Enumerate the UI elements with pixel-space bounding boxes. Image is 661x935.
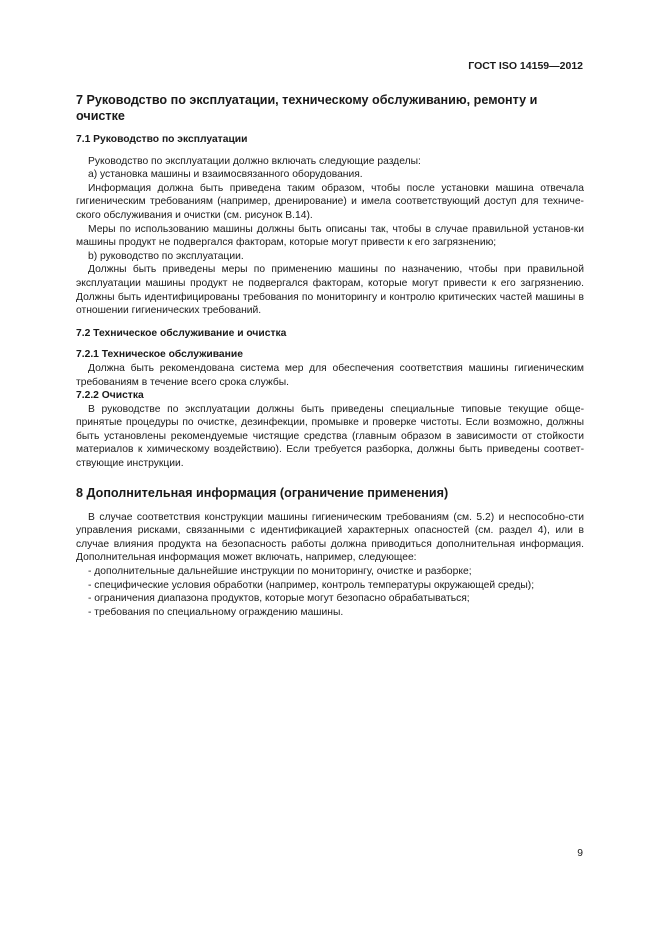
section-7-2-1-title: 7.2.1 Техническое обслуживание [76,349,243,361]
section-7-1-title: 7.1 Руководство по эксплуатации [76,134,248,145]
list-item: - дополнительные дальнейшие инструкции по мониторингу, очистке и разборке; [88,566,472,578]
paragraph: В руководстве по эксплуатации должны быть приведены специальные типовые текущие обще-принятые процедуры по очистке, дезинфекции, промывке и проверке чистоты. Если возможно, должны быть установлены рекомендуемые чистящие средства (главным образом в зависимости от стойкости материалов к химическому воздействию). Если требуется разборка, должны быть приведены соответ-ствующие инструкции. [76,403,584,470]
paragraph: Руководство по эксплуатации должно включать следующие разделы: [88,155,421,167]
document-body [76,92,584,619]
list-item: - требования по специальному ограждению машины. [88,606,344,618]
paragraph: Информация должна быть приведена таким образом, чтобы после установки машина отвечала гигиеническим требованиям (например, дренирование) и имела соответствующий доступ для техниче-ского обслуживания и очистки (см. рисунок В.14). [76,182,584,221]
list-item-a: a) установка машины и взаимосвязанного оборудования. [88,169,363,181]
section-7-2-title: 7.2 Техническое обслуживание и очистка [76,327,287,339]
paragraph: Должны быть приведены меры по применению машины по назначению, чтобы при правильной эксплуатации машины продукт не подвергался факторам, которые могут привести к его загрязнению. Должны быть идентифицированы требования по мониторингу и контролю критических частей машины в отношении гигиенических требований. [76,264,584,317]
list-item-b: b) руководство по эксплуатации. [88,250,244,262]
section-7-2-2-title: 7.2.2 Очистка [76,390,144,402]
section-7-title: 7 Руководство по эксплуатации, техническому обслуживанию, ремонту и очистке [76,93,538,123]
document-id-header: ГОСТ ISO 14159—2012 [468,60,583,72]
requirements-list [76,565,584,619]
list-item: - ограничения диапазона продуктов, которые могут безопасно обрабатываться; [88,593,470,605]
page-number: 9 [577,848,583,859]
section-8-title: 8 Дополнительная информация (ограничение применения) [76,485,449,500]
list-item: - специфические условия обработки (например, контроль температуры окружающей среды); [88,579,535,591]
paragraph: Меры по использованию машины должны быть описаны так, чтобы в случае правильной установ-ки машины продукт не подвергался факторам, которые могут привести к его загрязнению; [76,223,584,249]
paragraph: Должна быть рекомендована система мер для обеспечения соответствия машины гигиеническим требованиям в течение всего срока службы. [76,362,584,388]
paragraph: В случае соответствия конструкции машины гигиеническим требованиям (см. 5.2) и неспособно-сти управления рисками, связанными с идентификацией характерных опасностей (см. раздел 4), или в случае влияния продукта на безопасность работы должна приводиться дополнительная информация. Дополнительная информация может включать, например, следующее: [76,511,584,564]
